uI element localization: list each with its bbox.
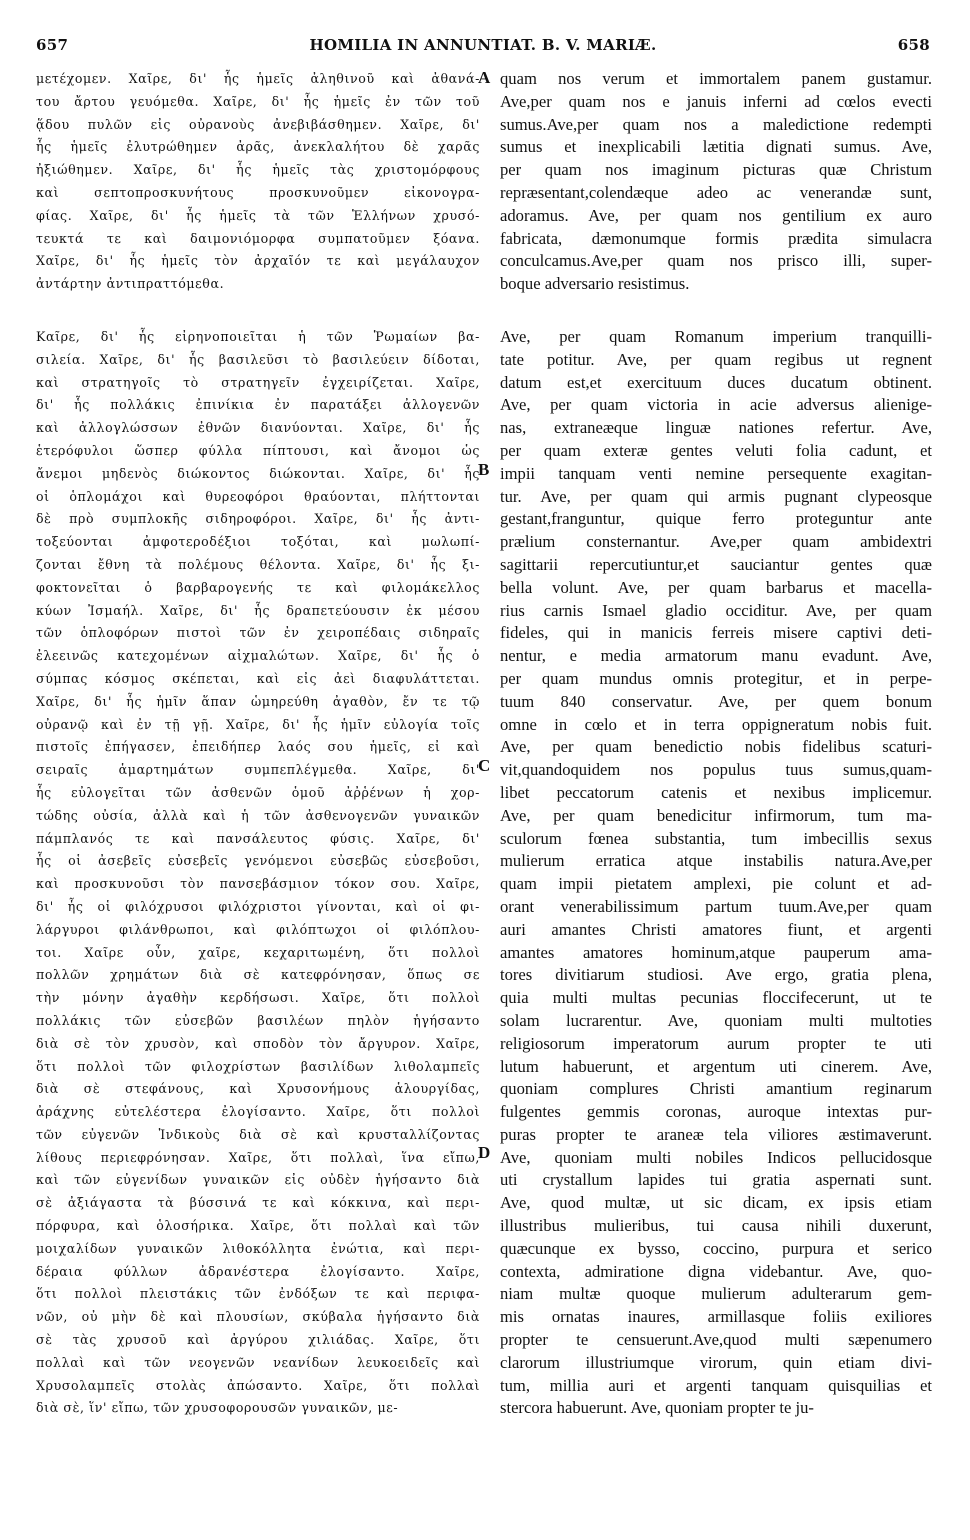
latin-text-line: impii tanquam venti nemine persequente exagitan-	[500, 463, 932, 483]
greek-text-line: σειραῖς ἁμαρτημάτων συμπεπλέγμεθα. Χαῖρε, δι'	[36, 762, 480, 778]
greek-text-line: καὶ τῶν εὐγενίδων γυναικῶν εἰς οὐδὲν ἡγήσαντο διὰ	[36, 1172, 480, 1188]
latin-text-line: prælium consternantur. Ave,per quam ambidextri	[500, 532, 932, 552]
latin-text-line: bella volunt. Ave, per quam barbarus et macella-	[500, 577, 932, 597]
greek-column-section-2	[36, 326, 480, 1420]
latin-text-line: solam lucrarentur. Ave, quoniam multi multoties	[500, 1010, 932, 1030]
greek-text-line: ὅτι πολλοὶ τῶν φιλοχρίστων βασιλίδων λιθολαμπεῖς	[36, 1058, 480, 1074]
latin-text-line: nas, extraneæque linguæ nationes refertur. Ave,	[500, 418, 932, 438]
latin-text-line: quam impii pietatem amplexi, pie colunt et ad-	[500, 874, 932, 894]
latin-text-line: libet peccatorum catenis et nexibus implicemur.	[500, 782, 932, 802]
greek-text-line: ἧς εὐλογεῖται τῶν ἀσθενῶν ὁμοῦ ἀῤῥένων ἡ χορ-	[36, 784, 480, 800]
greek-text-line: διὰ σὲ, ἵν' εἴπω, τῶν χρυσοφορουσῶν γυναικῶν, με-	[36, 1400, 399, 1416]
latin-text-line: niam multæ quoque mulierum adulterarum gem-	[500, 1284, 932, 1304]
latin-text-line: quoniam complures Christi amantium reginarum	[500, 1079, 932, 1099]
greek-text-line: του ἄρτου γευόμεθα. Χαῖρε, δι' ἧς ἡμεῖς ἐν τῶν τοῦ	[36, 93, 480, 109]
latin-column-section-1	[500, 68, 932, 296]
greek-text-line: πολλαὶ καὶ τῶν νεογενῶν νεανίδων λευκοειδεῖς καὶ	[36, 1354, 480, 1370]
greek-text-line: δι' ἧς οἱ φιλόχρυσοι φιλόχριστοι γίνονται, καὶ οἱ φι-	[36, 898, 480, 914]
latin-text-line: religiosorum imperatorum aurum propter te uti	[500, 1033, 932, 1053]
margin-marker-d: D	[478, 1143, 491, 1162]
latin-text-line: boque adversario resistimus.	[500, 274, 690, 294]
running-title: HOMILIA IN ANNUNTIAT. B. V. MARIÆ.	[309, 36, 657, 54]
latin-text-line: adoramus. Ave, per quam nos gentilium ex auro	[500, 205, 932, 225]
greek-text-line: δὲ πρὸ συμπλοκῆς σιδηροφόροι. Χαῖρε, δι' ἧς ἀντι-	[36, 511, 480, 527]
latin-text-line: datum est,et exercituum duces ducatum obtinent.	[500, 372, 932, 392]
latin-text-line: Ave, per quam Romanum imperium tranquilli-	[500, 327, 932, 346]
greek-text-line: καὶ ἀλλογλώσσων ἐθνῶν διανύονται. Χαῖρε, δι' ἧς	[36, 420, 480, 436]
greek-text-line: σὲ ἀξιάγαστα τὰ βύσσινά τε καὶ κόκκινα, καὶ περι-	[36, 1195, 480, 1211]
greek-text-line: τῶν εὐγενῶν Ἰνδικοὺς διὰ σὲ καὶ κρυσταλλίζοντας	[36, 1126, 480, 1142]
greek-text-line: οὐρανῷ καὶ ἐν τῇ γῇ. Χαῖρε, δι' ἧς ἡμῖν εὐλογία τοῖς	[36, 716, 480, 732]
latin-text-line: Ave, per quam benedictio nobis fidelibus scaturi-	[500, 737, 932, 757]
margin-marker-b: B	[478, 460, 490, 479]
greek-text-line: τώδης οὐσία, ἀλλὰ καὶ ἡ τῶν ἀσθενογενῶν γυναικῶν	[36, 807, 480, 823]
latin-text-line: stercora habuerunt. Ave, quoniam propter te ju-	[500, 1398, 814, 1418]
greek-text-line: σύμπας κόσμος σκέπεται, καὶ εἰς ἀεὶ διαφυλάττεται.	[36, 670, 480, 686]
greek-text-line: ζονται ἔθνη τὰ πολέμους θέλοντα. Χαῖρε, δι' ἧς ξι-	[36, 556, 480, 572]
latin-text-line: clarorum illustriumque virorum, quin etiam divi-	[500, 1352, 932, 1372]
greek-text-line: πόρφυρα, καὶ ὁλοσήρικα. Χαῖρε, ὅτι πολλαὶ καὶ τῶν	[36, 1218, 480, 1234]
greek-text-line: λάργυροι φιλάνθρωποι, καὶ φιλόπτωχοι οἱ φιλόπλου-	[36, 921, 480, 937]
greek-text-line: τοι. Χαῖρε οὖν, χαῖρε, κεχαριτωμένη, ὅτι πολλοὶ	[36, 944, 480, 960]
greek-text-line: δέραια φύλλων ἀδρανέστερα ἐλογίσαντο. Χαῖρε,	[36, 1263, 480, 1279]
latin-text-line: per quam exteræ gentes veluti folia cadunt, et	[500, 440, 932, 460]
latin-text-line: puras propter te araneæ tela viliores æstimaverunt.	[500, 1124, 932, 1144]
latin-text-line: gestant,franguntur, quique ferro proteguntur ante	[500, 509, 932, 529]
latin-text-line: tores divitiarum studiosi. Ave ergo, gratia plena,	[500, 965, 932, 985]
greek-text-line: καὶ στρατηγοῖς τὸ στρατηγεῖν ἐγχειρίζεται. Χαῖρε,	[36, 374, 480, 390]
greek-text-line: μετέχομεν. Χαῖρε, δι' ἧς ἡμεῖς ἀληθινοῦ καὶ ἀθανά-	[36, 71, 480, 86]
greek-text-line: καὶ προσκυνοῦσι τὸν πανσεβάσμιον τόκον σου. Χαῖρε,	[36, 876, 480, 892]
latin-text-line: tum, millia auri et argenti tanquam quisquilias et	[500, 1375, 932, 1395]
latin-text-line: sagittarii repercutiuntur,et sauciantur gentes quæ	[500, 554, 932, 574]
latin-text-line: propter te censuerunt.Ave,quod multi sæpenumero	[500, 1330, 932, 1350]
latin-text-line: sumus.Ave,per quam nos a maledictione redempti	[500, 114, 932, 134]
latin-text-line: fabricata, dæmonumque formis prædita simulacra	[500, 228, 932, 248]
greek-text-line: πιστοῖς ἐπήγασεν, ἐπειδήπερ λαός σου ἡμεῖς, εἰ καὶ	[36, 739, 480, 755]
greek-text-line: λίθους περιεφρόνησαν. Χαῖρε, ὅτι πολλαὶ, ἵνα εἴπω,	[36, 1149, 480, 1165]
greek-text-line: Χρυσολαμπεῖς στολὰς ἀπώσαντο. Χαῖρε, ὅτι πολλαὶ	[36, 1377, 480, 1393]
latin-text-line: lutum habuerunt, et argentum uti cinerem. Ave,	[500, 1056, 932, 1076]
greek-text-line: ὅτι πολλοὶ πλειστάκις τῶν ἐνδόξων τε καὶ περιφα-	[36, 1286, 480, 1302]
greek-text-line: δι' ἧς πολλάκις ἐπινίκια ἐν παρατάξει ἀλλογενῶν	[36, 397, 480, 413]
latin-text-line: orant venerabilissimum partum tuum.Ave,per quam	[500, 896, 932, 916]
latin-text-line: quam nos verum et immortalem panem gustamur.	[500, 69, 932, 88]
greek-text-line: σιλεία. Χαῖρε, δι' ἧς βασιλεῦσι τὸ βασιλεύειν δίδοται,	[36, 351, 480, 367]
latin-text-line: uti crystallum lapides tui gratia aspernati sunt.	[500, 1170, 932, 1190]
latin-text-line: fulgentes gemmis coronas, auroque intextas pur-	[500, 1102, 932, 1122]
greek-text-line: ἧς ἡμεῖς ἐλυτρώθημεν ἀρᾶς, ἀνεκλαλήτου δὲ χαρᾶς	[36, 139, 480, 155]
greek-text-line: ἑτερόφυλοι ὥσπερ φύλλα πίπτουσι, καὶ ἄνομοι ὡς	[36, 442, 480, 458]
latin-text-line: Ave, per quam benedicitur infirmorum, tum ma-	[500, 805, 932, 825]
greek-text-line: τῶν ὁπλοφόρων πιστοὶ τῶν ἐν χειροπέδαις σιδηραῖς	[36, 625, 480, 641]
latin-text-line: quæcunque ex bysso, coccino, purpura et serico	[500, 1238, 932, 1258]
margin-marker-a: A	[478, 68, 491, 87]
greek-text-line: ἐλεεινῶς κατεχομένων αἰχμαλώτων. Χαῖρε, δι' ἧς ὁ	[36, 648, 480, 664]
greek-text-line: διὰ σὲ τὸν χρυσὸν, καὶ σποδὸν τὸν ἄργυρον. Χαῖρε,	[36, 1035, 480, 1051]
greek-text-line: ἀντάρτην ἀντιπραττόμεθα.	[36, 276, 225, 292]
greek-text-line: νῶν, οὐ μὴν δὲ καὶ πλουσίων, σκύβαλα ἡγήσαντο διὰ	[36, 1309, 480, 1325]
greek-text-line: ᾅδου πυλῶν εἰς οὐρανοὺς ἀνεβιβάσθημεν. Χαῖρε, δι'	[36, 116, 480, 132]
greek-text-line: ἄνεμοι μηδενὸς διώκοντος διώκονται. Χαῖρε, δι' ἧς	[36, 465, 480, 481]
latin-text-line: vit,quandoquidem nos populus tuus sumus,quam-	[500, 760, 932, 780]
greek-text-line: τὴν μόνην ἀγαθὴν κερδήσωσι. Χαῖρε, ὅτι πολλοὶ	[36, 990, 480, 1006]
greek-text-line: πάμπλανός τε καὶ πανσάλευτος φύσις. Χαῖρε, δι'	[36, 830, 480, 846]
greek-text-line: διὰ σὲ στεφάνους, καὶ Χρυσονήμους ἁλουργίδας,	[36, 1081, 480, 1097]
latin-text-line: Ave, quoniam multi nobiles Indicos pellucidosque	[500, 1147, 932, 1167]
latin-text-line: auri amantes Christi amatores fiunt, et argenti	[500, 919, 932, 939]
greek-text-line: οἱ ὁπλομάχοι καὶ θυρεοφόροι θραύονται, πλήττονται	[36, 488, 480, 504]
latin-text-line: repræsentant,colendæque adeo ac venerandæ sunt,	[500, 182, 932, 202]
latin-text-line: quia multi multas pecunias floccifecerunt, ut te	[500, 988, 932, 1008]
greek-text-line: σὲ τὰς χρυσοῦ καὶ ἀργύρου χιλιάδας. Χαῖρε, ὅτι	[36, 1332, 480, 1348]
greek-text-line: φίας. Χαῖρε, δι' ἧς ἡμεῖς τὰ τῶν Ἑλλήνων χρυσό-	[36, 207, 480, 223]
greek-text-line: πολλάκις τῶν εὐσεβῶν βασιλέων πηλὸν ἡγήσαντο	[36, 1012, 480, 1028]
greek-text-line: ἀράχνης εὐτελέστερα ἐλογίσαντο. Χαῖρε, ὅτι πολλοὶ	[36, 1104, 480, 1120]
latin-column-section-2	[500, 326, 932, 1420]
latin-text-line: mis ornatas inaures, armillasque foliis exiliores	[500, 1307, 932, 1327]
greek-text-line: τοξεύονται ἀμφοτεροδέξιοι τοξόται, καὶ μωλωπί-	[36, 534, 480, 550]
latin-text-line: omne in cœlo et in terra oppigneratum nobis fuit.	[500, 714, 932, 734]
greek-text-line: φοκτονεῖται ὁ βαρβαρογενής τε καὶ φιλομάκελλος	[36, 579, 480, 595]
greek-text-line: πολλῶν χρημάτων διὰ σὲ κατεφρόνησαν, ὅπως σε	[36, 967, 480, 983]
latin-text-line: Ave,per quam nos e januis inferni ad cœlos evecti	[500, 91, 932, 111]
latin-text-line: per quam mundus omnis protegitur, et in perpe-	[500, 668, 932, 688]
greek-text-line: τευκτά τε καὶ δαιμονιόμορφα συμπατοῦμεν ξόανα.	[36, 230, 480, 246]
latin-text-line: mulierum erratica atque instabilis natura.Ave,per	[500, 851, 932, 871]
page-number-left: 657	[36, 36, 69, 54]
greek-text-line: καὶ σεπτοπροσκυνήτους προσκυνοῦμεν εἰκονογρα-	[36, 184, 480, 200]
page-number-right: 658	[897, 36, 930, 54]
latin-text-line: per quam nos imaginum picturas quæ Christum	[500, 160, 932, 180]
greek-text-line: Χαῖρε, δι' ἧς ἡμῖν ἅπαν ὡμηρεύθη ἀγαθὸν, ἔν τε τῷ	[36, 693, 480, 709]
latin-text-line: illustribus mulieribus, tui causa nihili duxerunt,	[500, 1216, 932, 1236]
greek-text-line: Καῖρε, δι' ἧς εἰρηνοποιεῖται ἡ τῶν Ῥωμαίων βα-	[36, 329, 480, 344]
latin-text-line: contexta, admiratione digna videbantur. Ave, quo-	[500, 1261, 932, 1281]
latin-text-line: tate potitur. Ave, per quam regibus ut regnent	[500, 349, 932, 369]
greek-column-section-1	[36, 68, 480, 296]
latin-text-line: rius carnis Ismael gladio occiditur. Ave, per quam	[500, 600, 932, 620]
latin-text-line: tur. Ave, per quam qui armis pugnant clypeosque	[500, 486, 932, 506]
greek-text-line: ἧς οἱ ἀσεβεῖς εὐσεβεῖς γενόμενοι εὐσεβῶς εὐσεβοῦσι,	[36, 853, 480, 869]
latin-text-line: nentur, e media armatorum manu evadunt. Ave,	[500, 646, 932, 666]
margin-marker-c: C	[478, 756, 491, 775]
latin-text-line: conculcamus.Ave,per quam nos prisco illi, super-	[500, 251, 932, 271]
greek-text-line: μοιχαλίδων γυναικῶν λιθοκόλλητα ἐνώτια, καὶ περι-	[36, 1240, 480, 1256]
greek-text-line: Χαῖρε, δι' ἧς ἡμεῖς τὸν ἀρχαῖόν τε καὶ μεγάλαυχον	[36, 253, 480, 269]
greek-text-line: κύων Ἰσμαήλ. Χαῖρε, δι' ἧς δραπετεύουσιν ἐκ μέσου	[36, 602, 480, 618]
latin-text-line: Ave, per quam victoria in acie adversus alienige-	[500, 395, 932, 415]
greek-text-line: ἠξιώθημεν. Χαῖρε, δι' ἧς ἡμεῖς τὰς χριστομόρφους	[36, 162, 480, 178]
latin-text-line: Ave, quod multæ, ut sic dicam, ex ipsis etiam	[500, 1193, 932, 1213]
latin-text-line: tuum 840 conservatur. Ave, per quem bonum	[500, 691, 932, 711]
running-header	[36, 36, 930, 58]
latin-text-line: sumus et inexplicabili lætitia dignati sumus. Ave,	[500, 137, 932, 157]
latin-text-line: sculorum fœnea substantia, tum imbecillis sexus	[500, 828, 932, 848]
latin-text-line: amantes amatores hominum,atque pauperum ama-	[500, 942, 932, 962]
latin-text-line: fideles, qui in manicis ferreis misere captivi deti-	[500, 623, 932, 643]
